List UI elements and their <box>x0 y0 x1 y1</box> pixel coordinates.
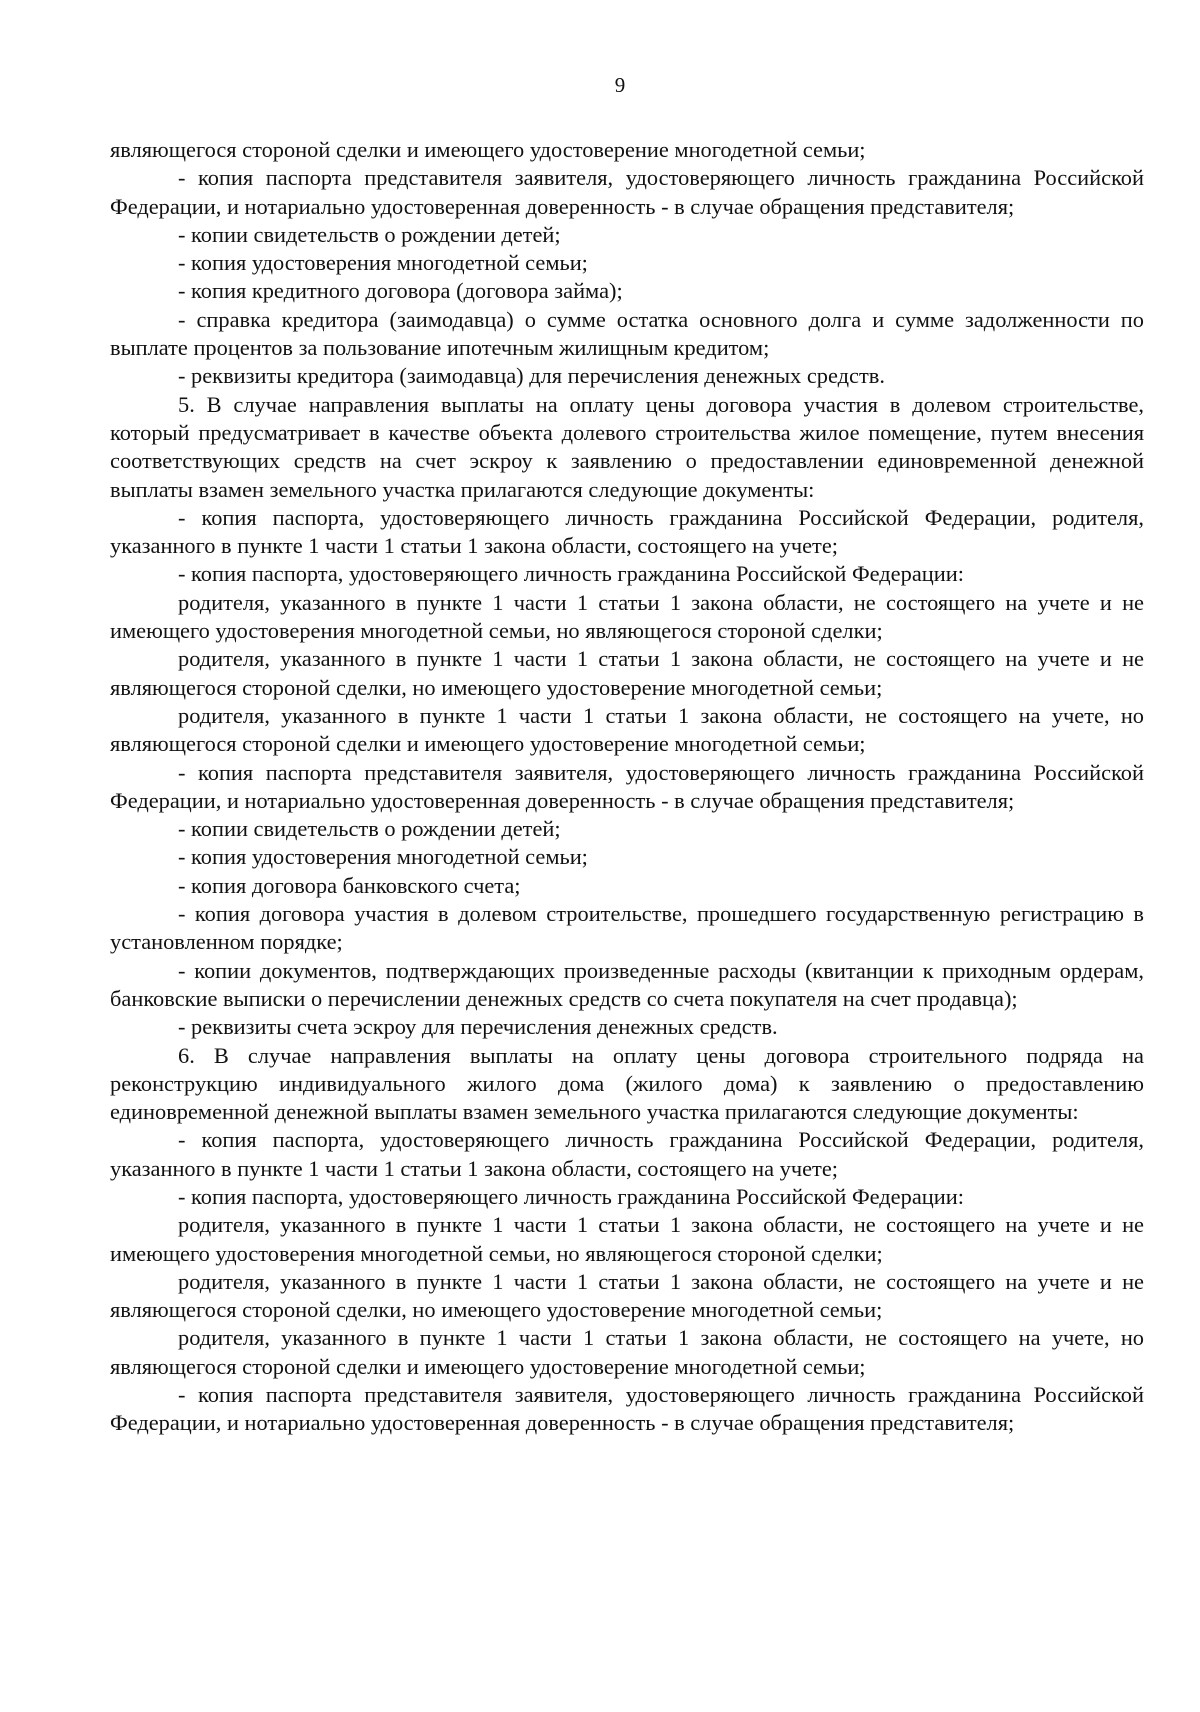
paragraph: - копия удостоверения многодетной семьи; <box>178 250 588 276</box>
paragraph: родителя, указанного в пункте 1 части 1 статьи 1 закона области, не состоящего на учете и не являющегося стороной сделки, но имеющего удостоверение многодетной семьи; <box>110 646 1144 700</box>
paragraph: - копия паспорта, удостоверяющего личность гражданина Российской Федерации: <box>178 561 964 587</box>
paragraph: 6. В случае направления выплаты на оплату цены договора строительного подряда на реконструкцию индивидуального жилого дома (жилого дома) к заявлению о предоставлению единовременной денежной выплаты взамен земельного участка прилагаются следующие документы: <box>110 1042 1144 1125</box>
paragraph: родителя, указанного в пункте 1 части 1 статьи 1 закона области, не состоящего на учете и не являющегося стороной сделки, но имеющего удостоверение многодетной семьи; <box>110 1268 1144 1323</box>
document-body <box>110 136 1144 1438</box>
paragraph: - справка кредитора (заимодавца) о сумме остатка основного долга и сумме задолженности по выплате процентов за пользование ипотечным жилищным кредитом; <box>110 306 1144 361</box>
paragraph: - копии свидетельств о рождении детей; <box>178 816 561 842</box>
paragraph: - копия кредитного договора (договора займа); <box>178 278 623 304</box>
paragraph: - копия удостоверения многодетной семьи; <box>178 844 588 870</box>
paragraph: - копии документов, подтверждающих произведенные расходы (квитанции к приходным ордерам, банковские выписки о перечислении денежных средств со счета покупателя на счет продавца); <box>110 957 1144 1011</box>
paragraph: - копия паспорта представителя заявителя, удостоверяющего личность гражданина Российской Федерации, и нотариально удостоверенная доверенность - в случае обращения представителя; <box>110 1382 1144 1436</box>
page-number: 9 <box>614 73 626 97</box>
paragraph: являющегося стороной сделки и имеющего удостоверение многодетной семьи; <box>110 137 866 162</box>
paragraph: - копия паспорта, удостоверяющего личность гражданина Российской Федерации, родителя, указанного в пункте 1 части 1 статьи 1 закона области, состоящего на учете; <box>110 504 1144 559</box>
paragraph: - реквизиты кредитора (заимодавца) для перечисления денежных средств. <box>178 363 885 389</box>
paragraph: - копия паспорта представителя заявителя, удостоверяющего личность гражданина Российской Федерации, и нотариально удостоверенная доверенность - в случае обращения представителя; <box>110 165 1144 219</box>
paragraph: родителя, указанного в пункте 1 части 1 статьи 1 закона области, не состоящего на учете, но являющегося стороной сделки и имеющего удостоверение многодетной семьи; <box>110 1325 1144 1379</box>
paragraph: - копия паспорта представителя заявителя, удостоверяющего личность гражданина Российской Федерации, и нотариально удостоверенная доверенность - в случае обращения представителя; <box>110 759 1144 813</box>
paragraph: - копия договора банковского счета; <box>178 872 521 898</box>
paragraph: - копия паспорта, удостоверяющего личность гражданина Российской Федерации: <box>178 1183 964 1209</box>
paragraph: - копия договора участия в долевом строительстве, прошедшего государственную регистрацию в установленном порядке; <box>110 901 1144 955</box>
paragraph: 5. В случае направления выплаты на оплату цены договора участия в долевом строительстве, который предусматривает в качестве объекта долевого строительства жилое помещение, путем внесения соответствующих средств на счет эскроу к заявлению о предоставлении единовременной денежной выплаты взамен земельного участка прилагаются следующие документы: <box>110 391 1144 502</box>
paragraph: - копии свидетельств о рождении детей; <box>178 221 561 247</box>
paragraph: - копия паспорта, удостоверяющего личность гражданина Российской Федерации, родителя, указанного в пункте 1 части 1 статьи 1 закона области, состоящего на учете; <box>110 1127 1144 1181</box>
paragraph: - реквизиты счета эскроу для перечисления денежных средств. <box>178 1014 778 1040</box>
paragraph: родителя, указанного в пункте 1 части 1 статьи 1 закона области, не состоящего на учете и не имеющего удостоверения многодетной семьи, но являющегося стороной сделки; <box>110 589 1144 644</box>
paragraph: родителя, указанного в пункте 1 части 1 статьи 1 закона области, не состоящего на учете, но являющегося стороной сделки и имеющего удостоверение многодетной семьи; <box>110 702 1144 757</box>
paragraph: родителя, указанного в пункте 1 части 1 статьи 1 закона области, не состоящего на учете и не имеющего удостоверения многодетной семьи, но являющегося стороной сделки; <box>110 1212 1144 1266</box>
